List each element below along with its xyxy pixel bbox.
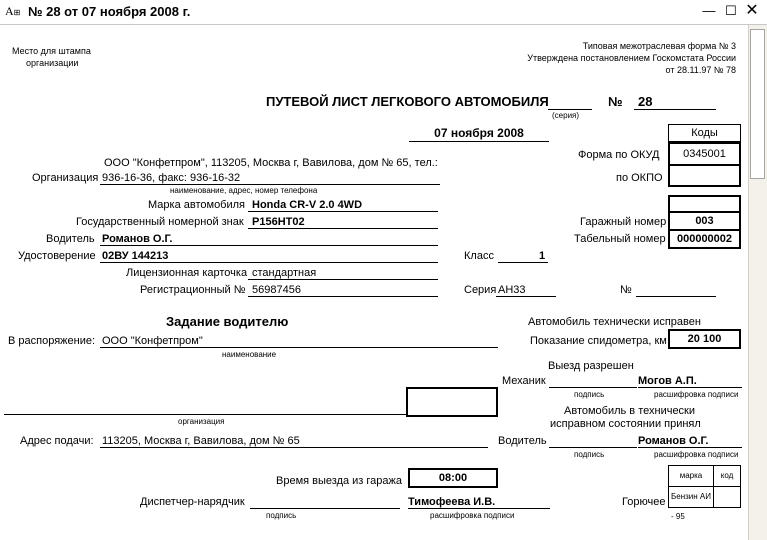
document-title: ПУТЕВОЙ ЛИСТ ЛЕГКОВОГО АВТОМОБИЛЯ bbox=[266, 94, 549, 109]
okud-label: Форма по ОКУД bbox=[578, 149, 660, 161]
license-card-line bbox=[248, 279, 438, 280]
fuel-brand-value: Бензин АИ - 95 bbox=[668, 486, 714, 508]
vehicle-driver-sign-caption: подпись bbox=[574, 450, 605, 459]
speedometer-label: Показание спидометра, км bbox=[530, 335, 667, 347]
fuel-code-value bbox=[713, 486, 741, 508]
disposal-label: В распоряжение: bbox=[8, 335, 96, 347]
close-button[interactable]: ✕ bbox=[745, 2, 759, 19]
car-plate: Р156НТ02 bbox=[252, 216, 305, 228]
reg-number-label: Регистрационный № bbox=[140, 284, 246, 296]
window-titlebar bbox=[0, 0, 767, 25]
tab-number-label: Табельный номер bbox=[574, 233, 666, 245]
garage-number-label: Гаражный номер bbox=[580, 216, 667, 228]
license-card: стандартная bbox=[252, 267, 317, 279]
number-line bbox=[634, 109, 716, 110]
vehicle-driver-label: Водитель bbox=[498, 435, 547, 447]
waybill-document bbox=[4, 25, 746, 540]
garage-number: 003 bbox=[668, 211, 741, 231]
mechanic-decode-caption: расшифровка подписи bbox=[654, 390, 739, 399]
vehicle-driver-name-line bbox=[638, 447, 742, 448]
departure-time-label: Время выезда из гаража bbox=[276, 475, 403, 487]
organization-line bbox=[100, 184, 440, 185]
app-icon: A⊞ bbox=[5, 4, 21, 18]
vertical-scrollbar[interactable] bbox=[748, 25, 767, 540]
stamp-place-line1: Место для штампа bbox=[12, 46, 91, 56]
organization-caption: наименование, адрес, номер телефона bbox=[170, 186, 318, 195]
accepted-line2: исправном состоянии принял bbox=[550, 418, 701, 430]
form-info-line3: от 28.11.97 № 78 bbox=[665, 65, 736, 75]
driver-line bbox=[100, 245, 438, 246]
fuel-brand-header: марка bbox=[668, 465, 714, 487]
task-title: Задание водителю bbox=[166, 314, 289, 329]
reg-number: 56987456 bbox=[252, 284, 301, 296]
okpo-code bbox=[668, 164, 741, 187]
series-label: Серия bbox=[464, 284, 497, 296]
car-plate-label: Государственный номерной знак bbox=[76, 216, 244, 228]
car-plate-line bbox=[248, 228, 438, 229]
dispatcher-name: Тимофеева И.В. bbox=[408, 496, 496, 508]
vehicle-driver-sign-line bbox=[549, 447, 637, 448]
dispatcher-decode-caption: расшифровка подписи bbox=[430, 511, 515, 520]
date-line bbox=[409, 141, 549, 142]
num-label: № bbox=[620, 284, 632, 296]
license-card-label: Лицензионная карточка bbox=[126, 267, 248, 279]
disposal-value: ООО "Конфетпром" bbox=[102, 335, 203, 347]
license-line bbox=[100, 262, 438, 263]
exit-allowed: Выезд разрешен bbox=[548, 360, 634, 372]
series-value-line bbox=[496, 296, 556, 297]
departure-time: 08:00 bbox=[408, 468, 498, 488]
form-info-line1: Типовая межотраслевая форма № 3 bbox=[582, 41, 736, 51]
license-value: 02ВУ 144213 bbox=[102, 250, 169, 262]
organization-line2: 936-16-36, факс: 936-16-32 bbox=[102, 172, 241, 184]
series-line bbox=[548, 109, 592, 110]
vehicle-driver-decode-caption: расшифровка подписи bbox=[654, 450, 739, 459]
car-brand: Honda CR-V 2.0 4WD bbox=[252, 199, 363, 211]
disposal-line bbox=[100, 347, 498, 348]
mechanic-label: Механик bbox=[502, 375, 546, 387]
reg-number-line bbox=[248, 296, 438, 297]
fuel-code-header: код bbox=[713, 465, 741, 487]
dispatcher-label: Диспетчер-нарядчик bbox=[140, 496, 245, 508]
num-line bbox=[636, 296, 716, 297]
series-caption: (серия) bbox=[552, 111, 580, 120]
driver-label: Водитель bbox=[46, 233, 95, 245]
dispatcher-sign-line bbox=[250, 508, 400, 509]
speedometer-value: 20 100 bbox=[668, 329, 741, 349]
driver-name: Романов О.Г. bbox=[102, 233, 173, 245]
vehicle-driver-name: Романов О.Г. bbox=[638, 435, 709, 447]
organization-label: Организация bbox=[32, 172, 99, 184]
okpo-label: по ОКПО bbox=[616, 172, 663, 184]
dispatcher-sign-caption: подпись bbox=[266, 511, 297, 520]
car-brand-line bbox=[248, 211, 438, 212]
mechanic-name-line bbox=[638, 387, 742, 388]
accepted-line1: Автомобиль в технически bbox=[564, 405, 696, 417]
caption-org: организация bbox=[178, 417, 225, 426]
address-line bbox=[100, 447, 488, 448]
mechanic-name: Могов А.П. bbox=[638, 375, 697, 387]
address-label: Адрес подачи: bbox=[20, 435, 94, 447]
scrollbar-thumb[interactable] bbox=[750, 29, 765, 179]
dispatcher-name-line bbox=[408, 508, 550, 509]
series-value: АН33 bbox=[498, 284, 526, 296]
class-label: Класс bbox=[464, 250, 494, 262]
okud-code: 0345001 bbox=[668, 142, 741, 166]
caption-name: наименование bbox=[222, 350, 277, 359]
tab-number: 000000002 bbox=[668, 229, 741, 249]
window-title: № 28 от 07 ноября 2008 г. bbox=[28, 4, 191, 19]
maximize-button[interactable]: ☐ bbox=[725, 3, 737, 18]
document-number: 28 bbox=[638, 94, 653, 109]
number-label: № bbox=[608, 94, 623, 109]
mechanic-sign-caption: подпись bbox=[574, 390, 605, 399]
minimize-button[interactable]: — bbox=[702, 3, 716, 18]
address-value: 113205, Москва г, Вавилова, дом № 65 bbox=[102, 435, 300, 447]
codes-header: Коды bbox=[668, 124, 741, 142]
class-line bbox=[498, 262, 548, 263]
class-value: 1 bbox=[539, 250, 546, 262]
document-date: 07 ноября 2008 bbox=[434, 126, 524, 140]
mechanic-sign-line bbox=[549, 387, 637, 388]
vehicle-ok: Автомобиль технически исправен bbox=[528, 316, 701, 328]
organization-blank-box bbox=[406, 387, 498, 417]
license-label: Удостоверение bbox=[18, 250, 96, 262]
organization-line1: ООО "Конфетпром", 113205, Москва г, Вавилова, дом № 65, тел.: bbox=[104, 157, 438, 169]
organization-blank-line bbox=[4, 414, 406, 415]
fuel-label: Горючее bbox=[622, 496, 666, 508]
car-brand-label: Марка автомобиля bbox=[148, 199, 246, 211]
stamp-place-line2: организации bbox=[26, 58, 79, 68]
form-info-line2: Утверждена постановлением Госкомстата России bbox=[527, 53, 736, 63]
